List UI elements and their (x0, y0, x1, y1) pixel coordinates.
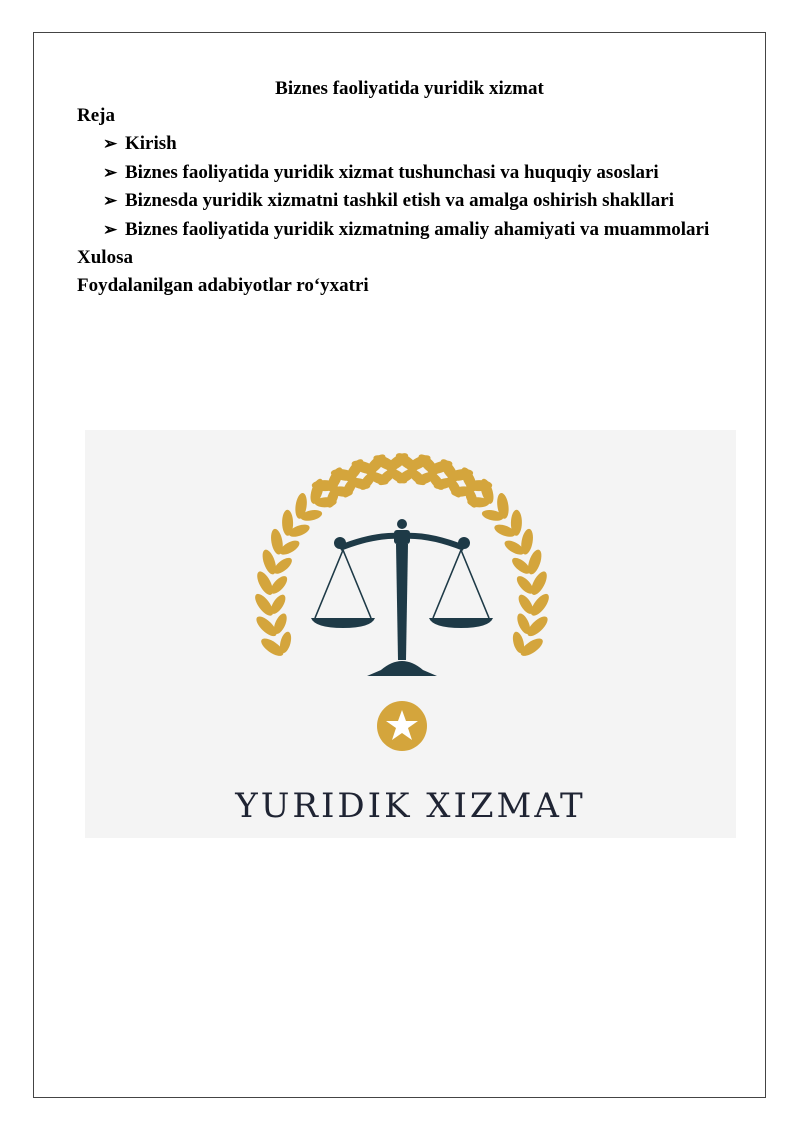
conclusion-heading: Xulosa (77, 247, 133, 268)
plan-list (77, 130, 742, 244)
arrow-bullet-icon: ➢ (103, 134, 118, 153)
references-heading: Foydalanilgan adabiyotlar ro‘yxatri (77, 275, 369, 296)
plan-heading: Reja (77, 105, 115, 126)
logo-caption: YURIDIK XIZMAT (235, 786, 586, 826)
plan-item: ➢ Biznes faoliyatida yuridik xizmat tushunchasi va huquqiy asoslari (103, 159, 742, 188)
plan-item: ➢ Biznes faoliyatida yuridik xizmatning amaliy ahamiyati va muammolari (103, 216, 742, 245)
arrow-bullet-icon: ➢ (103, 191, 118, 210)
scales-of-justice-icon (85, 430, 736, 780)
arrow-bullet-icon: ➢ (103, 219, 118, 239)
arrow-bullet-icon: ➢ (103, 162, 118, 182)
document-body (77, 76, 742, 300)
document-title: Biznes faoliyatida yuridik xizmat (275, 78, 544, 99)
logo-image (85, 430, 736, 838)
plan-item: ➢ Biznesda yuridik xizmatni tashkil etish va amalga oshirish shakllari (103, 187, 742, 216)
plan-item: ➢ Kirish (103, 130, 742, 159)
